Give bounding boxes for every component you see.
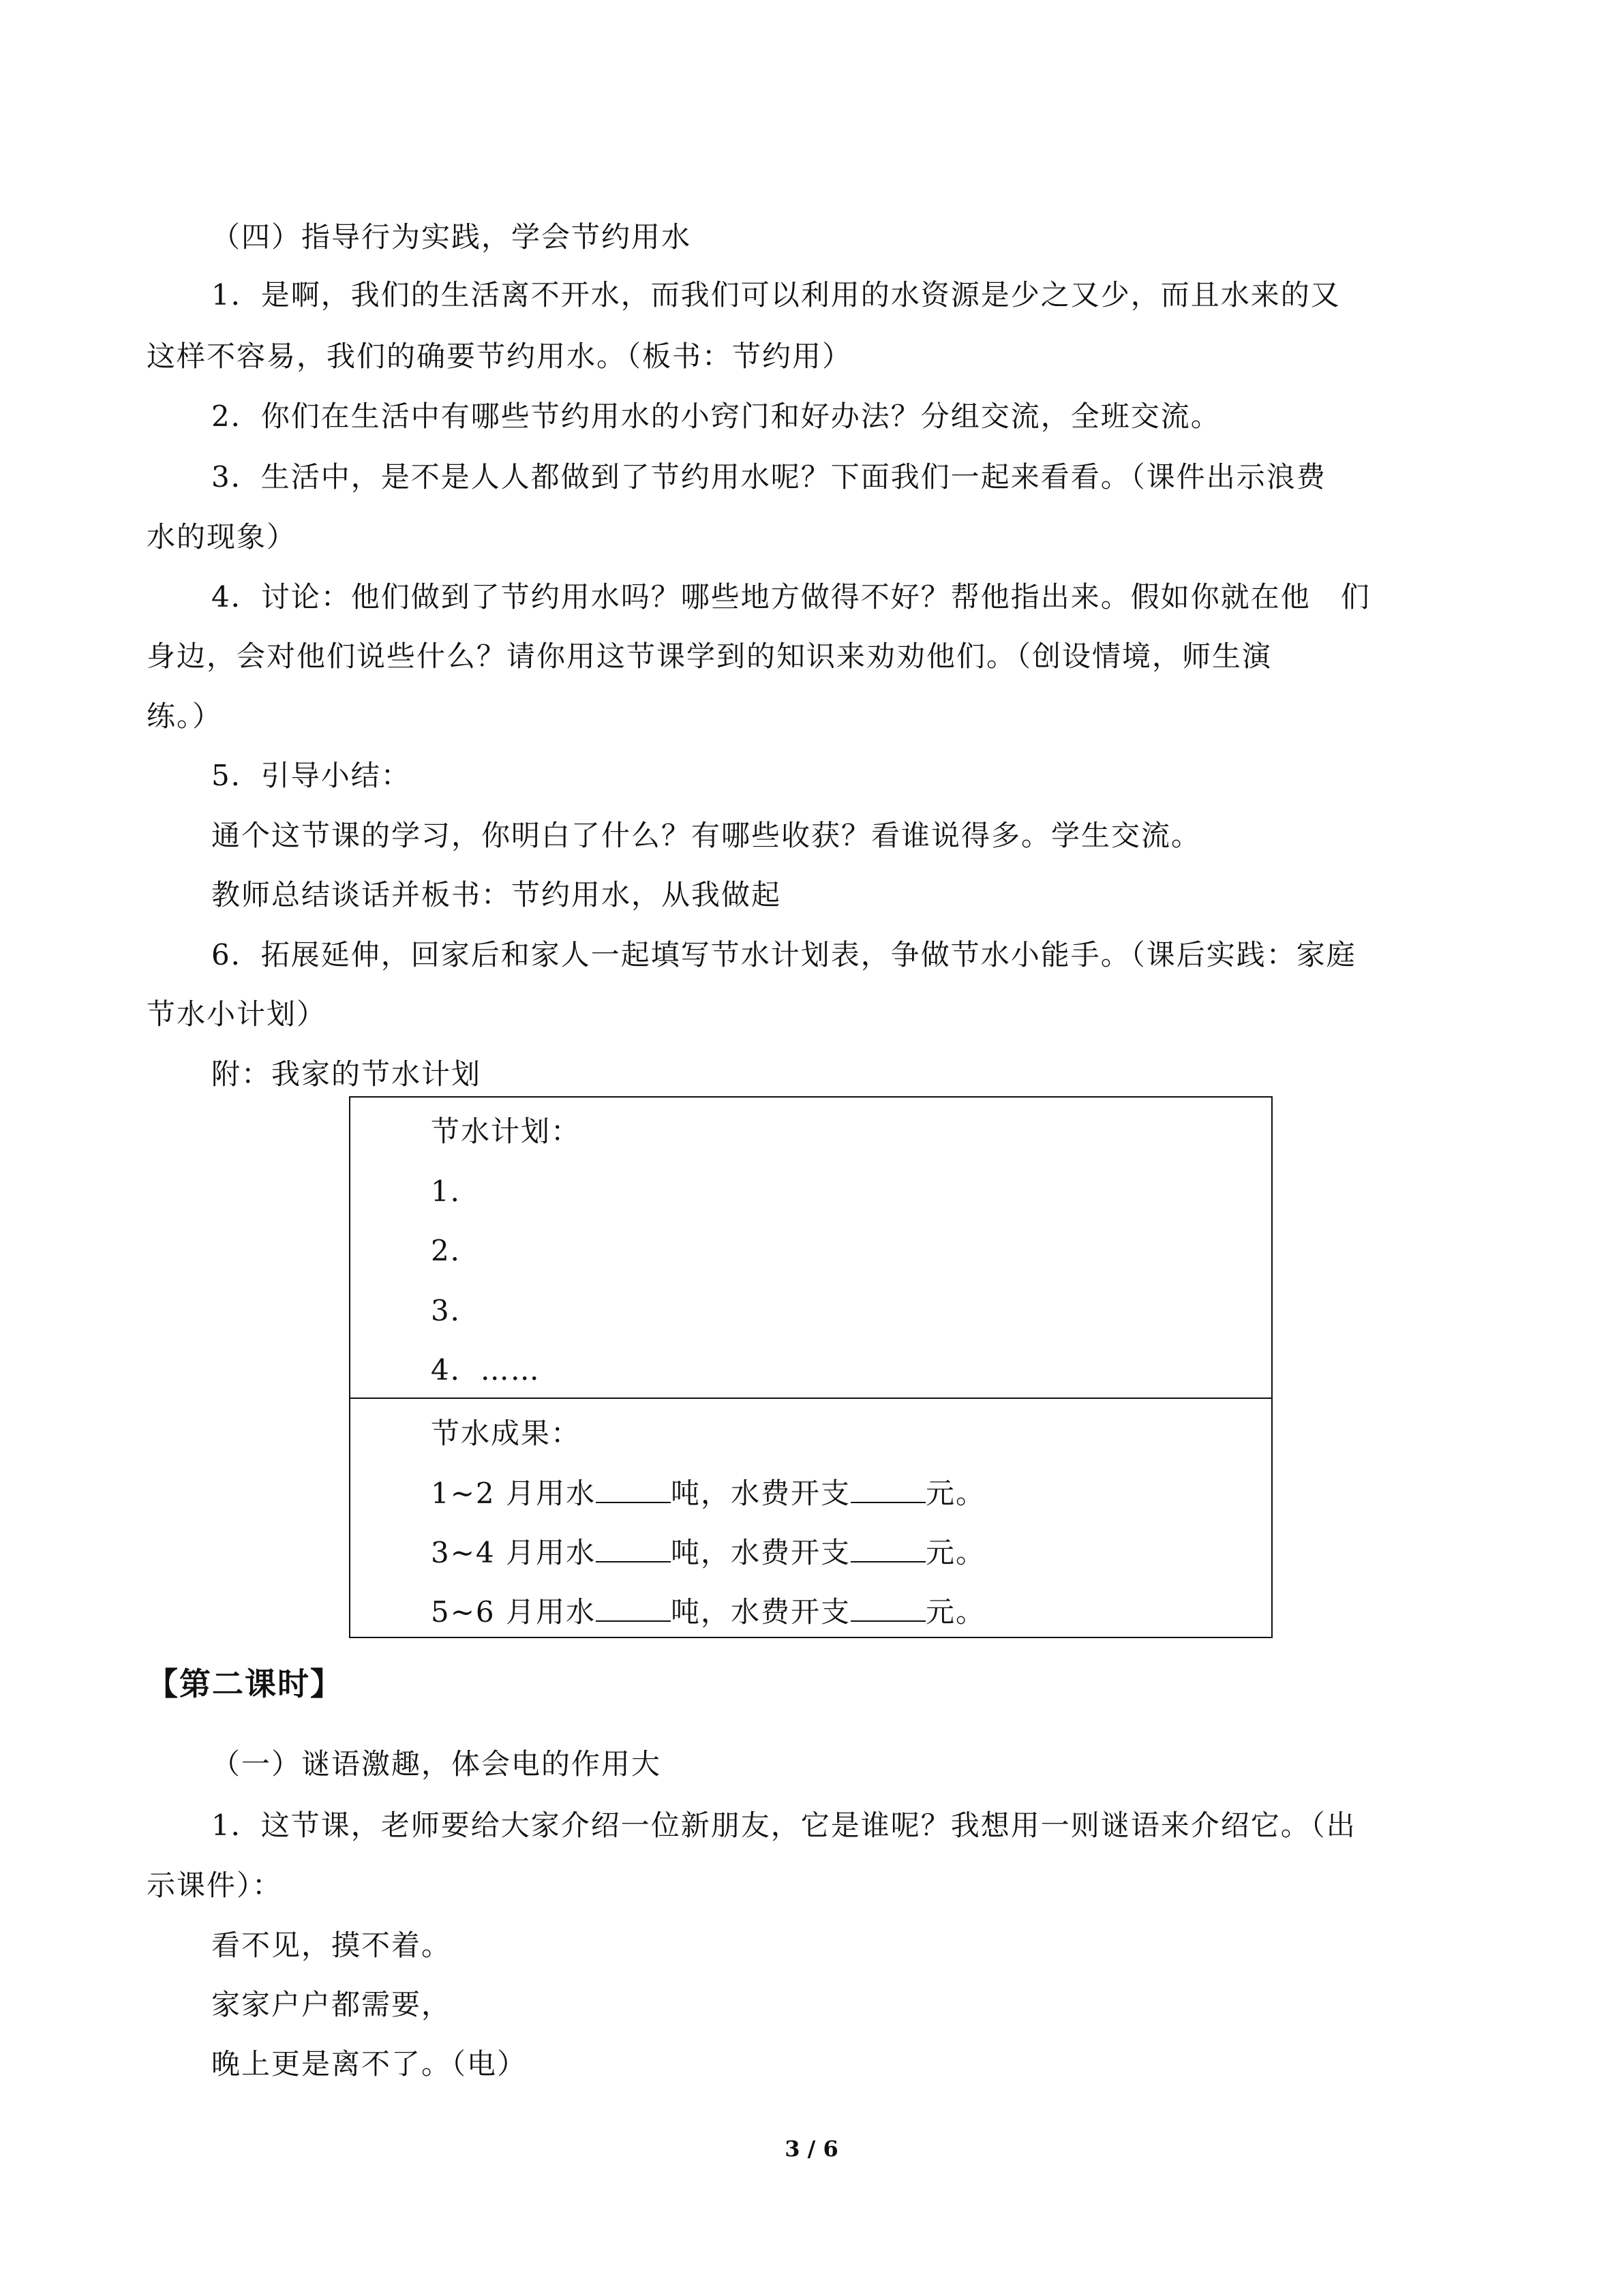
usage-blank[interactable]	[596, 1475, 671, 1503]
riddle-line-2: 家家户户都需要，	[211, 1988, 452, 2021]
result-row-currency: 元。	[926, 1477, 986, 1510]
section-title: （四）指导行为实践，学会节约用水	[211, 220, 692, 254]
result-row-unit: 吨，水费开支	[671, 1595, 851, 1629]
riddle-line-1: 看不见，摸不着。	[211, 1929, 452, 1962]
paragraph-3-line-1: 3．生活中，是不是人人都做到了节约用水呢？下面我们一起来看看。（课件出示浪费	[211, 460, 1326, 494]
plan-item-2: 2．	[431, 1234, 481, 1267]
lesson-two-subtitle: （一）谜语激趣，体会电的作用大	[211, 1747, 662, 1781]
page-number: 3 / 6	[785, 2136, 838, 2162]
summary-text-1: 通个这节课的学习，你明白了什么？有哪些收获？看谁说得多。学生交流。	[211, 819, 1202, 852]
result-row-2	[431, 1534, 986, 1572]
result-row-period: 1~2 月用水	[431, 1477, 596, 1510]
lesson-two-paragraph-1-line-1: 1．这节课，老师要给大家介绍一位新朋友，它是谁呢？我想用一则谜语来介绍它。（出	[211, 1809, 1356, 1842]
table-divider	[350, 1398, 1271, 1399]
paragraph-3-line-2: 水的现象）	[147, 520, 297, 554]
result-row-1	[431, 1475, 986, 1513]
lesson-two-paragraph-1-line-2: 示课件）：	[147, 1869, 283, 1902]
appendix-title: 附：我家的节水计划	[211, 1057, 482, 1091]
result-row-period: 3~4 月用水	[431, 1536, 596, 1569]
cost-blank[interactable]	[851, 1534, 926, 1562]
paragraph-1-line-2: 这样不容易，我们的确要节约用水。（板书：节约用）	[147, 339, 853, 373]
paragraph-5: 5．引导小结：	[211, 759, 411, 792]
plan-item-4: 4．……	[431, 1353, 541, 1387]
paragraph-4-line-3: 练。）	[147, 699, 223, 733]
paragraph-4-line-2: 身边，会对他们说些什么？请你用这节课学到的知识来劝劝他们。（创设情境，师生演	[147, 639, 1273, 673]
paragraph-4-line-1: 4．讨论：他们做到了节约用水吗？哪些地方做得不好？帮他指出来。假如你就在他 们	[211, 580, 1371, 614]
summary-text-2: 教师总结谈话并板书：节约用水，从我做起	[211, 878, 782, 911]
riddle-line-3: 晚上更是离不了。（电）	[211, 2047, 528, 2081]
lesson-two-heading: 【第二课时】	[147, 1665, 343, 1702]
paragraph-2: 2．你们在生活中有哪些节约用水的小窍门和好办法？分组交流，全班交流。	[211, 399, 1221, 433]
cost-blank[interactable]	[851, 1475, 926, 1503]
cost-blank[interactable]	[851, 1593, 926, 1622]
usage-blank[interactable]	[596, 1593, 671, 1622]
result-row-period: 5~6 月用水	[431, 1595, 596, 1629]
usage-blank[interactable]	[596, 1534, 671, 1562]
paragraph-6-line-1: 6．拓展延伸，回家后和家人一起填写节水计划表，争做节水小能手。（课后实践：家庭	[211, 938, 1356, 971]
result-row-currency: 元。	[926, 1536, 986, 1569]
paragraph-1-line-1: 1．是啊，我们的生活离不开水，而我们可以利用的水资源是少之又少，而且水来的又	[211, 278, 1341, 312]
plan-item-1: 1．	[431, 1175, 481, 1208]
water-saving-plan-table	[349, 1096, 1273, 1638]
result-row-unit: 吨，水费开支	[671, 1536, 851, 1569]
result-label: 节水成果：	[431, 1417, 581, 1450]
result-row-3	[431, 1593, 986, 1631]
result-row-currency: 元。	[926, 1595, 986, 1629]
plan-label: 节水计划：	[431, 1115, 581, 1148]
plan-item-3: 3．	[431, 1294, 481, 1327]
paragraph-6-line-2: 节水小计划）	[147, 997, 327, 1031]
result-row-unit: 吨，水费开支	[671, 1477, 851, 1510]
